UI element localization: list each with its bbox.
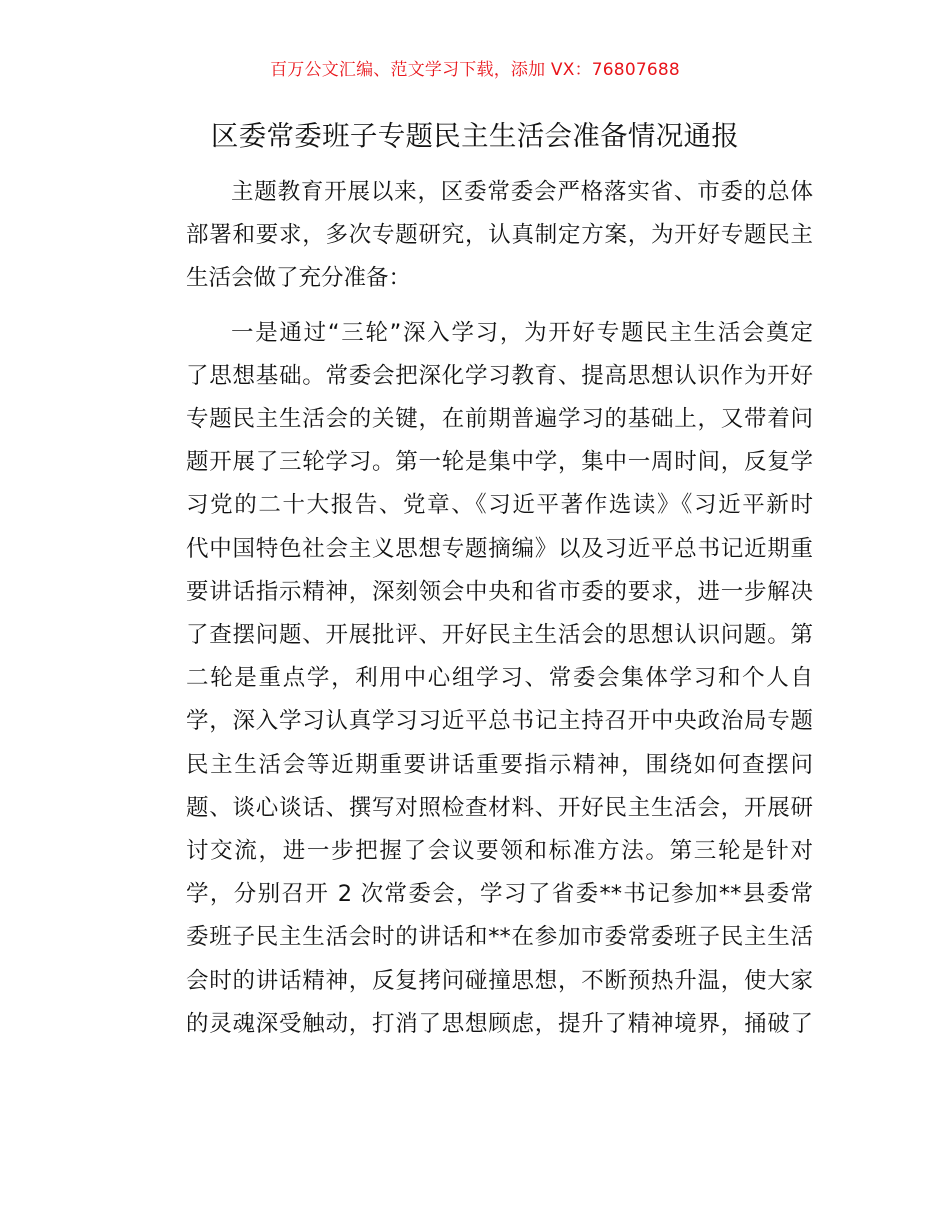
document-body [141, 171, 813, 1046]
text-line: 一是通过“三轮”深入学习，为开好专题民主生活会奠定 [231, 319, 813, 346]
text-line: 学，分别召开 2 次常委会，学习了省委**书记参加**县委常 [186, 881, 813, 908]
text-line: 生活会做了充分准备： [186, 265, 412, 292]
text-line: 代中国特色社会主义思想专题摘编》以及习近平总书记近期重 [186, 535, 813, 562]
text-line: 了思想基础。常委会把深化学习教育、提高思想认识作为开好 [186, 362, 813, 389]
text-line: 主题教育开展以来，区委常委会严格落实省、市委的总体 [231, 179, 813, 205]
text-line: 了查摆问题、开展批评、开好民主生活会的思想认识问题。第 [186, 622, 813, 649]
text-line: 二轮是重点学，利用中心组学习、常委会集体学习和个人自 [186, 665, 813, 692]
text-line: 题、谈心谈话、撰写对照检查材料、开好民主生活会，开展研 [186, 794, 813, 821]
paragraph-study [141, 312, 813, 1046]
text-line: 专题民主生活会的关键，在前期普遍学习的基础上，又带着问 [186, 406, 813, 433]
header-banner: 百万公文汇编、范文学习下载，添加 VX：76807688 [270, 60, 680, 80]
document-title: 区委常委班子专题民主生活会准备情况通报 [210, 120, 740, 152]
text-line: 题开展了三轮学习。第一轮是集中学，集中一周时间，反复学 [186, 449, 813, 476]
text-line: 会时的讲话精神，反复拷问碰撞思想，不断预热升温，使大家 [186, 967, 813, 994]
text-line: 要讲话指示精神，深刻领会中央和省市委的要求，进一步解决 [186, 578, 813, 605]
text-line: 民主生活会等近期重要讲话重要指示精神，围绕如何查摆问 [186, 751, 813, 778]
text-line: 委班子民主生活会时的讲话和**在参加市委常委班子民主生活 [186, 924, 813, 951]
text-line: 的灵魂深受触动，打消了思想顾虑，提升了精神境界，捅破了 [186, 1010, 813, 1037]
text-line: 学，深入学习认真学习习近平总书记主持召开中央政治局专题 [186, 708, 813, 735]
text-line: 习党的二十大报告、党章、《习近平著作选读》《习近平新时 [186, 492, 813, 519]
paragraph-intro [141, 171, 813, 301]
text-line: 讨交流，进一步把握了会议要领和标准方法。第三轮是针对 [186, 838, 813, 865]
text-line: 部署和要求，多次专题研究，认真制定方案，为开好专题民主 [186, 222, 813, 249]
